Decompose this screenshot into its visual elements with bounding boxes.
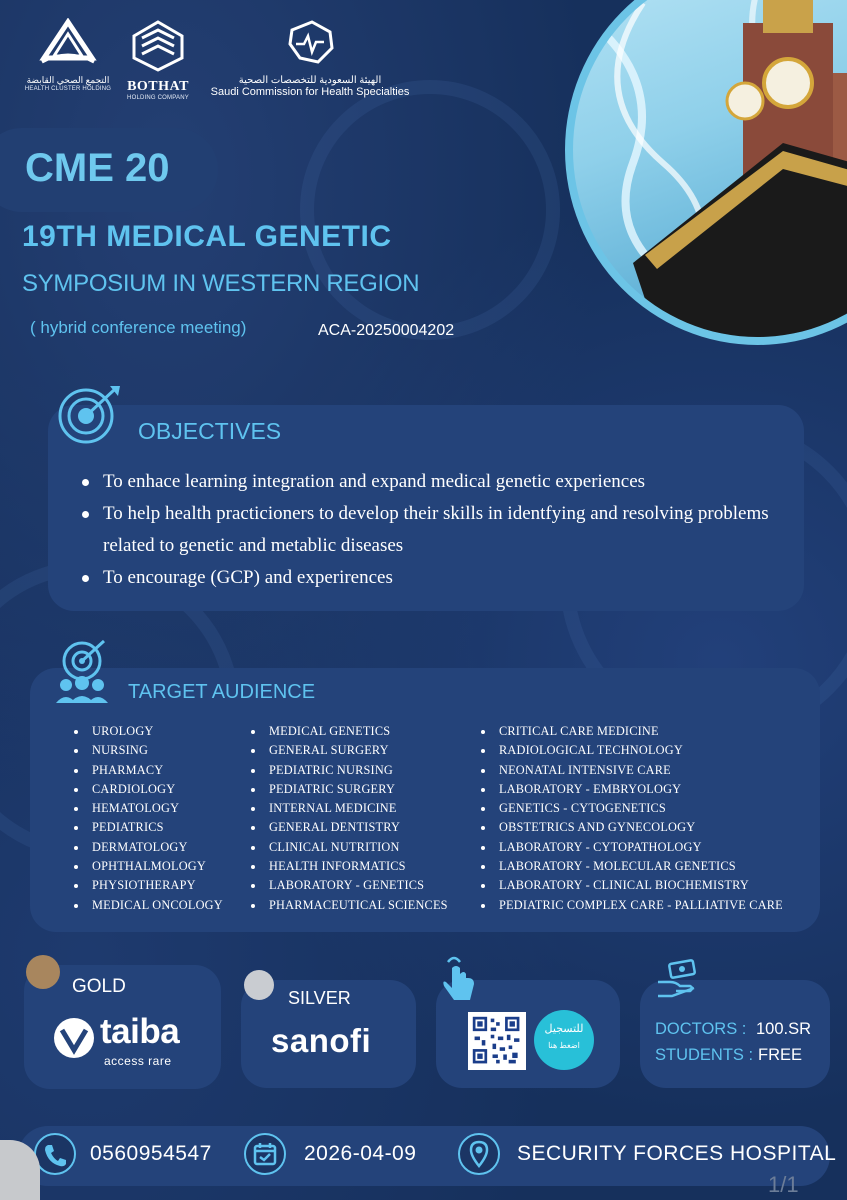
audience-item: PHYSIOTHERAPY — [72, 876, 223, 895]
dna-kaaba-illustration — [573, 0, 847, 345]
audience-item: LABORATORY - CYTOPATHOLOGY — [479, 838, 783, 857]
audience-item: MEDICAL GENETICS — [249, 722, 448, 741]
scfhs-english: Saudi Commission for Health Specialties — [210, 86, 410, 98]
contact-phone[interactable]: 0560954547 — [90, 1142, 212, 1165]
audience-item: PHARMACEUTICAL SCIENCES — [249, 896, 448, 915]
location-pin-icon — [458, 1133, 500, 1175]
health-cluster-arabic: التجمع الصحي القابضة — [26, 75, 110, 85]
audience-column-1 — [72, 722, 223, 915]
audience-item: LABORATORY - MOLECULAR GENETICS — [479, 857, 783, 876]
objective-item: To enhace learning integration and expand medical genetic experiences — [80, 466, 790, 498]
audience-item: LABORATORY - GENETICS — [249, 876, 448, 895]
audience-item: DERMATOLOGY — [72, 838, 223, 857]
health-cluster-english: HEALTH CLUSTER HOLDING — [24, 86, 112, 92]
registration-qr-code[interactable] — [468, 1012, 526, 1070]
audience-item: INTERNAL MEDICINE — [249, 799, 448, 818]
audience-item: UROLOGY — [72, 722, 223, 741]
audience-item: LABORATORY - EMBRYOLOGY — [479, 780, 783, 799]
taiba-logo-icon — [52, 1016, 96, 1060]
audience-item: PEDIATRIC NURSING — [249, 761, 448, 780]
audience-item: NURSING — [72, 741, 223, 760]
audience-item: PHARMACY — [72, 761, 223, 780]
audience-item: MEDICAL ONCOLOGY — [72, 896, 223, 915]
register-button[interactable] — [534, 1010, 594, 1070]
audience-item: GENERAL DENTISTRY — [249, 818, 448, 837]
student-fee-label: STUDENTS : — [655, 1046, 754, 1064]
audience-item: OBSTETRICS AND GYNECOLOGY — [479, 818, 783, 837]
bothat-emblem-icon — [130, 18, 186, 74]
audience-item: PEDIATRIC COMPLEX CARE - PALLIATIVE CARE — [479, 896, 783, 915]
objectives-list — [80, 466, 790, 594]
tap-hand-icon — [438, 952, 478, 1004]
student-fee-value: FREE — [758, 1046, 803, 1064]
audience-item: CRITICAL CARE MEDICINE — [479, 722, 783, 741]
health-cluster-emblem-icon — [36, 18, 100, 70]
scfhs-arabic: الهيئة السعودية للتخصصات الصحية — [238, 75, 382, 86]
target-arrow-icon — [54, 382, 124, 448]
register-label: للتسجيل — [544, 1023, 584, 1035]
money-hand-icon — [656, 958, 698, 1000]
event-location: SECURITY FORCES HOSPITAL — [517, 1142, 837, 1165]
silver-sponsor-name: sanofi — [271, 1022, 372, 1059]
audience-item: CARDIOLOGY — [72, 780, 223, 799]
bothat-sub: HOLDING COMPANY — [127, 95, 189, 101]
audience-item: PEDIATRICS — [72, 818, 223, 837]
audience-target-icon — [52, 637, 114, 703]
audience-column-2 — [249, 722, 448, 915]
bothat-name: BOTHAT — [127, 79, 189, 94]
audience-item: LABORATORY - CLINICAL BIOCHEMISTRY — [479, 876, 783, 895]
phone-icon — [34, 1133, 76, 1175]
scfhs-map-icon — [282, 18, 338, 68]
event-title: 19TH MEDICAL GENETIC — [22, 220, 392, 253]
audience-item: OPHTHALMOLOGY — [72, 857, 223, 876]
gold-label: GOLD — [72, 976, 126, 997]
event-title-line2: SYMPOSIUM IN WESTERN REGION — [22, 270, 420, 297]
bothat-logo — [122, 18, 194, 101]
scfhs-logo — [210, 18, 410, 98]
doctor-fee-row — [655, 1020, 812, 1039]
doctor-fee-label: DOCTORS : — [655, 1020, 747, 1038]
objective-item: To encourage (GCP) and experirences — [80, 562, 790, 594]
gold-sponsor-tagline: access rare — [104, 1054, 172, 1068]
audience-item: HEMATOLOGY — [72, 799, 223, 818]
target-audience-heading: TARGET AUDIENCE — [128, 681, 316, 703]
hero-image — [565, 0, 847, 345]
silver-medal-icon — [244, 970, 274, 1000]
silver-label: SILVER — [288, 988, 351, 1008]
audience-column-3 — [479, 722, 783, 915]
audience-item: HEALTH INFORMATICS — [249, 857, 448, 876]
audience-item: CLINICAL NUTRITION — [249, 838, 448, 857]
calendar-icon — [244, 1133, 286, 1175]
page-indicator: 1/1 — [768, 1172, 799, 1197]
objectives-heading: OBJECTIVES — [138, 418, 282, 444]
audience-item: GENETICS - CYTOGENETICS — [479, 799, 783, 818]
cme-label: CME 20 — [25, 146, 170, 190]
audience-item: NEONATAL INTENSIVE CARE — [479, 761, 783, 780]
audience-item: GENERAL SURGERY — [249, 741, 448, 760]
register-hint: اضغط هنا — [548, 1041, 580, 1050]
event-format: ( hybrid conference meeting) — [30, 318, 247, 337]
event-date: 2026-04-09 — [304, 1142, 417, 1165]
accreditation-number: ACA-20250004202 — [318, 322, 455, 339]
gold-sponsor-name: taiba — [100, 1012, 180, 1051]
doctor-fee-value: 100.SR — [756, 1020, 812, 1038]
gold-medal-icon — [26, 955, 60, 989]
audience-item: RADIOLOGICAL TECHNOLOGY — [479, 741, 783, 760]
health-cluster-logo — [22, 18, 114, 92]
background-ring — [300, 80, 560, 340]
audience-item: PEDIATRIC SURGERY — [249, 780, 448, 799]
student-fee-row — [655, 1046, 803, 1065]
objective-item: To help health practicioners to develop their skills in identfying and resolving problems related to genetic and metablic diseases — [80, 498, 790, 562]
